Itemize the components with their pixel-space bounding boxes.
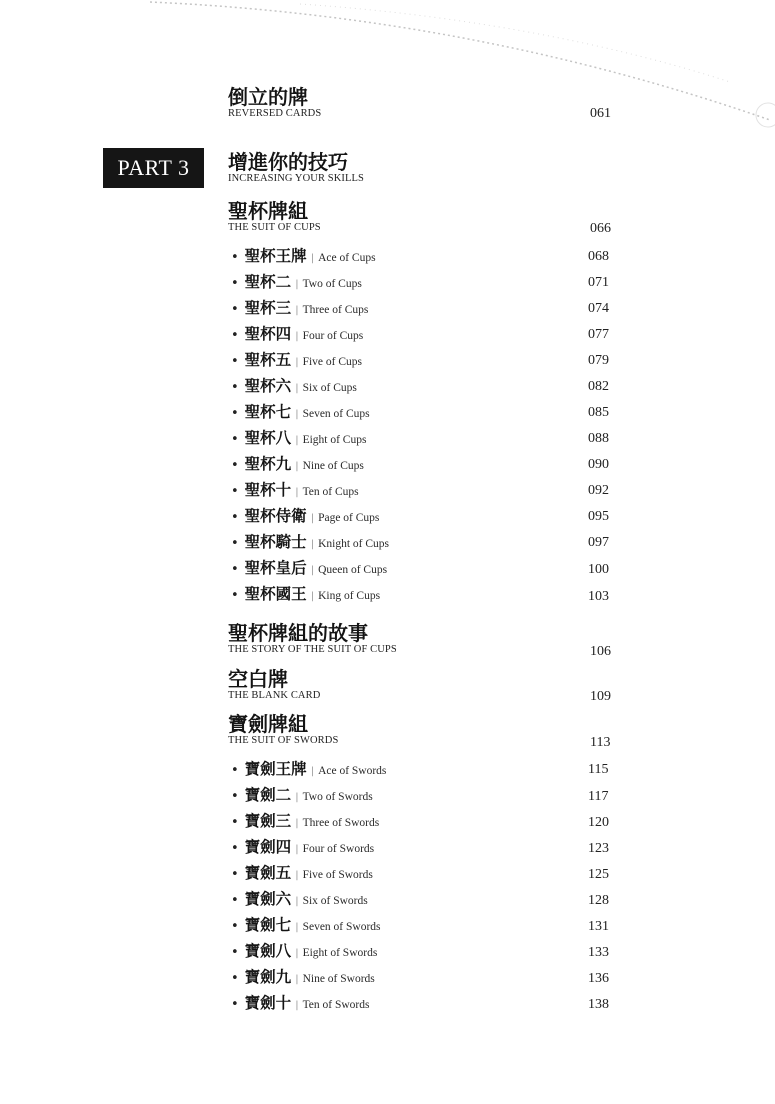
card-page-number: 133	[588, 945, 609, 960]
card-page-number: 136	[588, 971, 609, 986]
card-title-en: Two of Swords	[302, 791, 373, 803]
card-entry[interactable]	[231, 941, 377, 961]
card-page-number: 095	[588, 509, 609, 524]
card-page-number: 077	[588, 327, 609, 342]
bullet-icon: •	[231, 971, 239, 986]
card-page-number: 138	[588, 997, 609, 1012]
card-title-zh: 寶劍王牌	[244, 760, 307, 778]
toc-entry-suit-of-swords[interactable]	[228, 712, 628, 750]
entry-title-en: THE STORY OF THE SUIT OF CUPS	[228, 644, 397, 655]
bullet-icon: •	[231, 919, 239, 934]
card-title-zh: 聖杯皇后	[244, 559, 307, 577]
separator: |	[310, 565, 315, 576]
bullet-icon: •	[231, 562, 239, 577]
card-title-en: Ace of Cups	[318, 252, 376, 264]
entry-title-en: THE SUIT OF CUPS	[228, 222, 321, 233]
separator: |	[310, 539, 315, 550]
card-page-number: 128	[588, 893, 609, 908]
card-entry[interactable]	[231, 402, 370, 422]
card-title-zh: 寶劍六	[244, 890, 292, 908]
separator: |	[295, 305, 299, 316]
card-entry[interactable]	[231, 993, 369, 1013]
page-curl-decoration	[0, 0, 775, 170]
card-entry[interactable]	[231, 584, 380, 604]
card-title-zh: 寶劍五	[244, 864, 292, 882]
card-title-en: Knight of Cups	[318, 538, 389, 550]
card-page-number: 125	[588, 867, 609, 882]
card-page-number: 090	[588, 457, 609, 472]
bullet-icon: •	[231, 763, 239, 778]
card-entry[interactable]	[231, 480, 359, 500]
card-entry[interactable]	[231, 889, 368, 909]
card-page-number: 092	[588, 483, 609, 498]
card-page-number: 088	[588, 431, 609, 446]
separator: |	[295, 409, 299, 420]
bullet-icon: •	[231, 354, 239, 369]
card-entry[interactable]	[231, 272, 362, 292]
separator: |	[310, 591, 315, 602]
separator: |	[295, 974, 299, 985]
card-page-number: 071	[588, 275, 609, 290]
bullet-icon: •	[231, 815, 239, 830]
card-page-number: 115	[588, 762, 609, 777]
card-title-en: Five of Swords	[302, 869, 373, 881]
part-title	[228, 151, 628, 185]
bullet-icon: •	[231, 867, 239, 882]
card-entry[interactable]	[231, 837, 374, 857]
card-title-en: King of Cups	[318, 590, 381, 602]
card-title-en: Seven of Swords	[302, 921, 381, 933]
card-entry[interactable]	[231, 454, 364, 474]
card-title-zh: 寶劍七	[244, 916, 292, 934]
card-title-zh: 寶劍九	[244, 968, 292, 986]
card-page-number: 120	[588, 815, 609, 830]
card-title-zh: 寶劍四	[244, 838, 292, 856]
separator: |	[310, 253, 315, 264]
entry-title-en: REVERSED CARDS	[228, 108, 322, 119]
card-title-zh: 聖杯侍衛	[244, 507, 307, 525]
card-page-number: 100	[588, 562, 609, 577]
bullet-icon: •	[231, 380, 239, 395]
separator: |	[295, 948, 299, 959]
card-title-zh: 寶劍十	[244, 994, 292, 1012]
entry-title-en: THE BLANK CARD	[228, 690, 321, 701]
toc-entry-suit-of-cups[interactable]	[228, 200, 628, 234]
card-entry[interactable]	[231, 350, 362, 370]
card-title-zh: 聖杯十	[244, 481, 292, 499]
card-title-en: Six of Cups	[302, 382, 357, 394]
entry-title-en: THE SUIT OF SWORDS	[228, 735, 339, 746]
card-title-zh: 聖杯二	[244, 273, 292, 291]
bullet-icon: •	[231, 997, 239, 1012]
entry-page-number: 113	[590, 735, 611, 750]
card-page-number: 074	[588, 301, 609, 316]
separator: |	[295, 383, 299, 394]
card-page-number: 103	[588, 589, 609, 604]
bullet-icon: •	[231, 893, 239, 908]
part-title-en: INCREASING YOUR SKILLS	[228, 173, 364, 184]
part-badge: PART 3	[103, 148, 204, 188]
card-page-number: 123	[588, 841, 609, 856]
card-entry[interactable]	[231, 811, 379, 831]
card-page-number: 085	[588, 405, 609, 420]
card-title-en: Four of Swords	[302, 843, 375, 855]
card-title-en: Six of Swords	[302, 895, 368, 907]
card-title-en: Nine of Swords	[302, 973, 375, 985]
card-title-zh: 聖杯八	[244, 429, 292, 447]
card-title-en: Queen of Cups	[318, 564, 388, 576]
card-title-en: Page of Cups	[318, 512, 380, 524]
card-entry[interactable]	[231, 324, 363, 344]
card-page-number: 131	[588, 919, 609, 934]
card-title-en: Nine of Cups	[302, 460, 364, 472]
card-entry[interactable]	[231, 785, 373, 805]
entry-page-number: 106	[590, 644, 611, 659]
card-title-en: Four of Cups	[302, 330, 364, 342]
card-title-zh: 聖杯四	[244, 325, 292, 343]
card-page-number: 082	[588, 379, 609, 394]
separator: |	[295, 792, 299, 803]
separator: |	[295, 357, 299, 368]
entry-title-zh: 聖杯牌組	[228, 199, 308, 223]
bullet-icon: •	[231, 484, 239, 499]
entry-title-zh: 空白牌	[228, 667, 288, 691]
card-entry[interactable]	[231, 915, 381, 935]
card-entry[interactable]	[231, 532, 389, 552]
card-entry[interactable]	[231, 967, 375, 987]
separator: |	[295, 331, 299, 342]
card-title-en: Five of Cups	[302, 356, 362, 368]
separator: |	[295, 818, 299, 829]
card-title-en: Two of Cups	[302, 278, 362, 290]
card-title-en: Ten of Cups	[302, 486, 359, 498]
bullet-icon: •	[231, 536, 239, 551]
separator: |	[295, 896, 299, 907]
bullet-icon: •	[231, 789, 239, 804]
card-title-zh: 寶劍二	[244, 786, 292, 804]
card-title-en: Eight of Swords	[302, 947, 378, 959]
separator: |	[295, 435, 299, 446]
toc-entry-reversed-cards[interactable]	[228, 86, 628, 120]
entry-title-zh: 寶劍牌組	[228, 712, 308, 736]
card-title-en: Ace of Swords	[318, 765, 387, 777]
card-title-en: Eight of Cups	[302, 434, 367, 446]
separator: |	[295, 1000, 299, 1011]
entry-page-number: 061	[590, 106, 611, 121]
separator: |	[310, 766, 315, 777]
card-page-number: 117	[588, 789, 609, 804]
separator: |	[295, 279, 299, 290]
bullet-icon: •	[231, 432, 239, 447]
bullet-icon: •	[231, 588, 239, 603]
card-title-en: Three of Cups	[302, 304, 369, 316]
bullet-icon: •	[231, 406, 239, 421]
card-entry[interactable]	[231, 428, 366, 448]
card-title-zh: 聖杯三	[244, 299, 292, 317]
bullet-icon: •	[231, 302, 239, 317]
bullet-icon: •	[231, 510, 239, 525]
card-entry[interactable]	[231, 298, 368, 318]
entry-page-number: 109	[590, 689, 611, 704]
entry-title-zh: 倒立的牌	[228, 85, 308, 109]
card-page-number: 097	[588, 535, 609, 550]
card-title-zh: 聖杯九	[244, 455, 292, 473]
separator: |	[295, 844, 299, 855]
card-title-zh: 寶劍八	[244, 942, 292, 960]
card-entry[interactable]	[231, 246, 376, 266]
bullet-icon: •	[231, 250, 239, 265]
separator: |	[310, 513, 315, 524]
entry-title-zh: 聖杯牌組的故事	[228, 621, 368, 645]
separator: |	[295, 461, 299, 472]
toc-entry-story-of-cups[interactable]	[228, 621, 628, 659]
card-entry[interactable]	[231, 506, 379, 526]
card-title-zh: 寶劍三	[244, 812, 292, 830]
card-title-en: Ten of Swords	[302, 999, 370, 1011]
card-title-zh: 聖杯騎士	[244, 533, 307, 551]
separator: |	[295, 870, 299, 881]
bullet-icon: •	[231, 328, 239, 343]
card-entry[interactable]	[231, 558, 387, 578]
card-entry[interactable]	[231, 376, 357, 396]
card-title-zh: 聖杯王牌	[244, 247, 307, 265]
card-title-zh: 聖杯七	[244, 403, 292, 421]
bullet-icon: •	[231, 945, 239, 960]
entry-page-number: 066	[590, 221, 611, 236]
card-title-zh: 聖杯五	[244, 351, 292, 369]
card-title-zh: 聖杯國王	[244, 585, 307, 603]
card-page-number: 079	[588, 353, 609, 368]
card-title-en: Three of Swords	[302, 817, 380, 829]
toc-entry-blank-card[interactable]	[228, 668, 628, 702]
separator: |	[295, 487, 299, 498]
part-title-zh: 增進你的技巧	[228, 150, 348, 174]
bullet-icon: •	[231, 841, 239, 856]
card-entry[interactable]	[231, 759, 386, 779]
card-title-en: Seven of Cups	[302, 408, 370, 420]
bullet-icon: •	[231, 276, 239, 291]
card-title-zh: 聖杯六	[244, 377, 292, 395]
separator: |	[295, 922, 299, 933]
card-entry[interactable]	[231, 863, 373, 883]
bullet-icon: •	[231, 458, 239, 473]
card-page-number: 068	[588, 249, 609, 264]
